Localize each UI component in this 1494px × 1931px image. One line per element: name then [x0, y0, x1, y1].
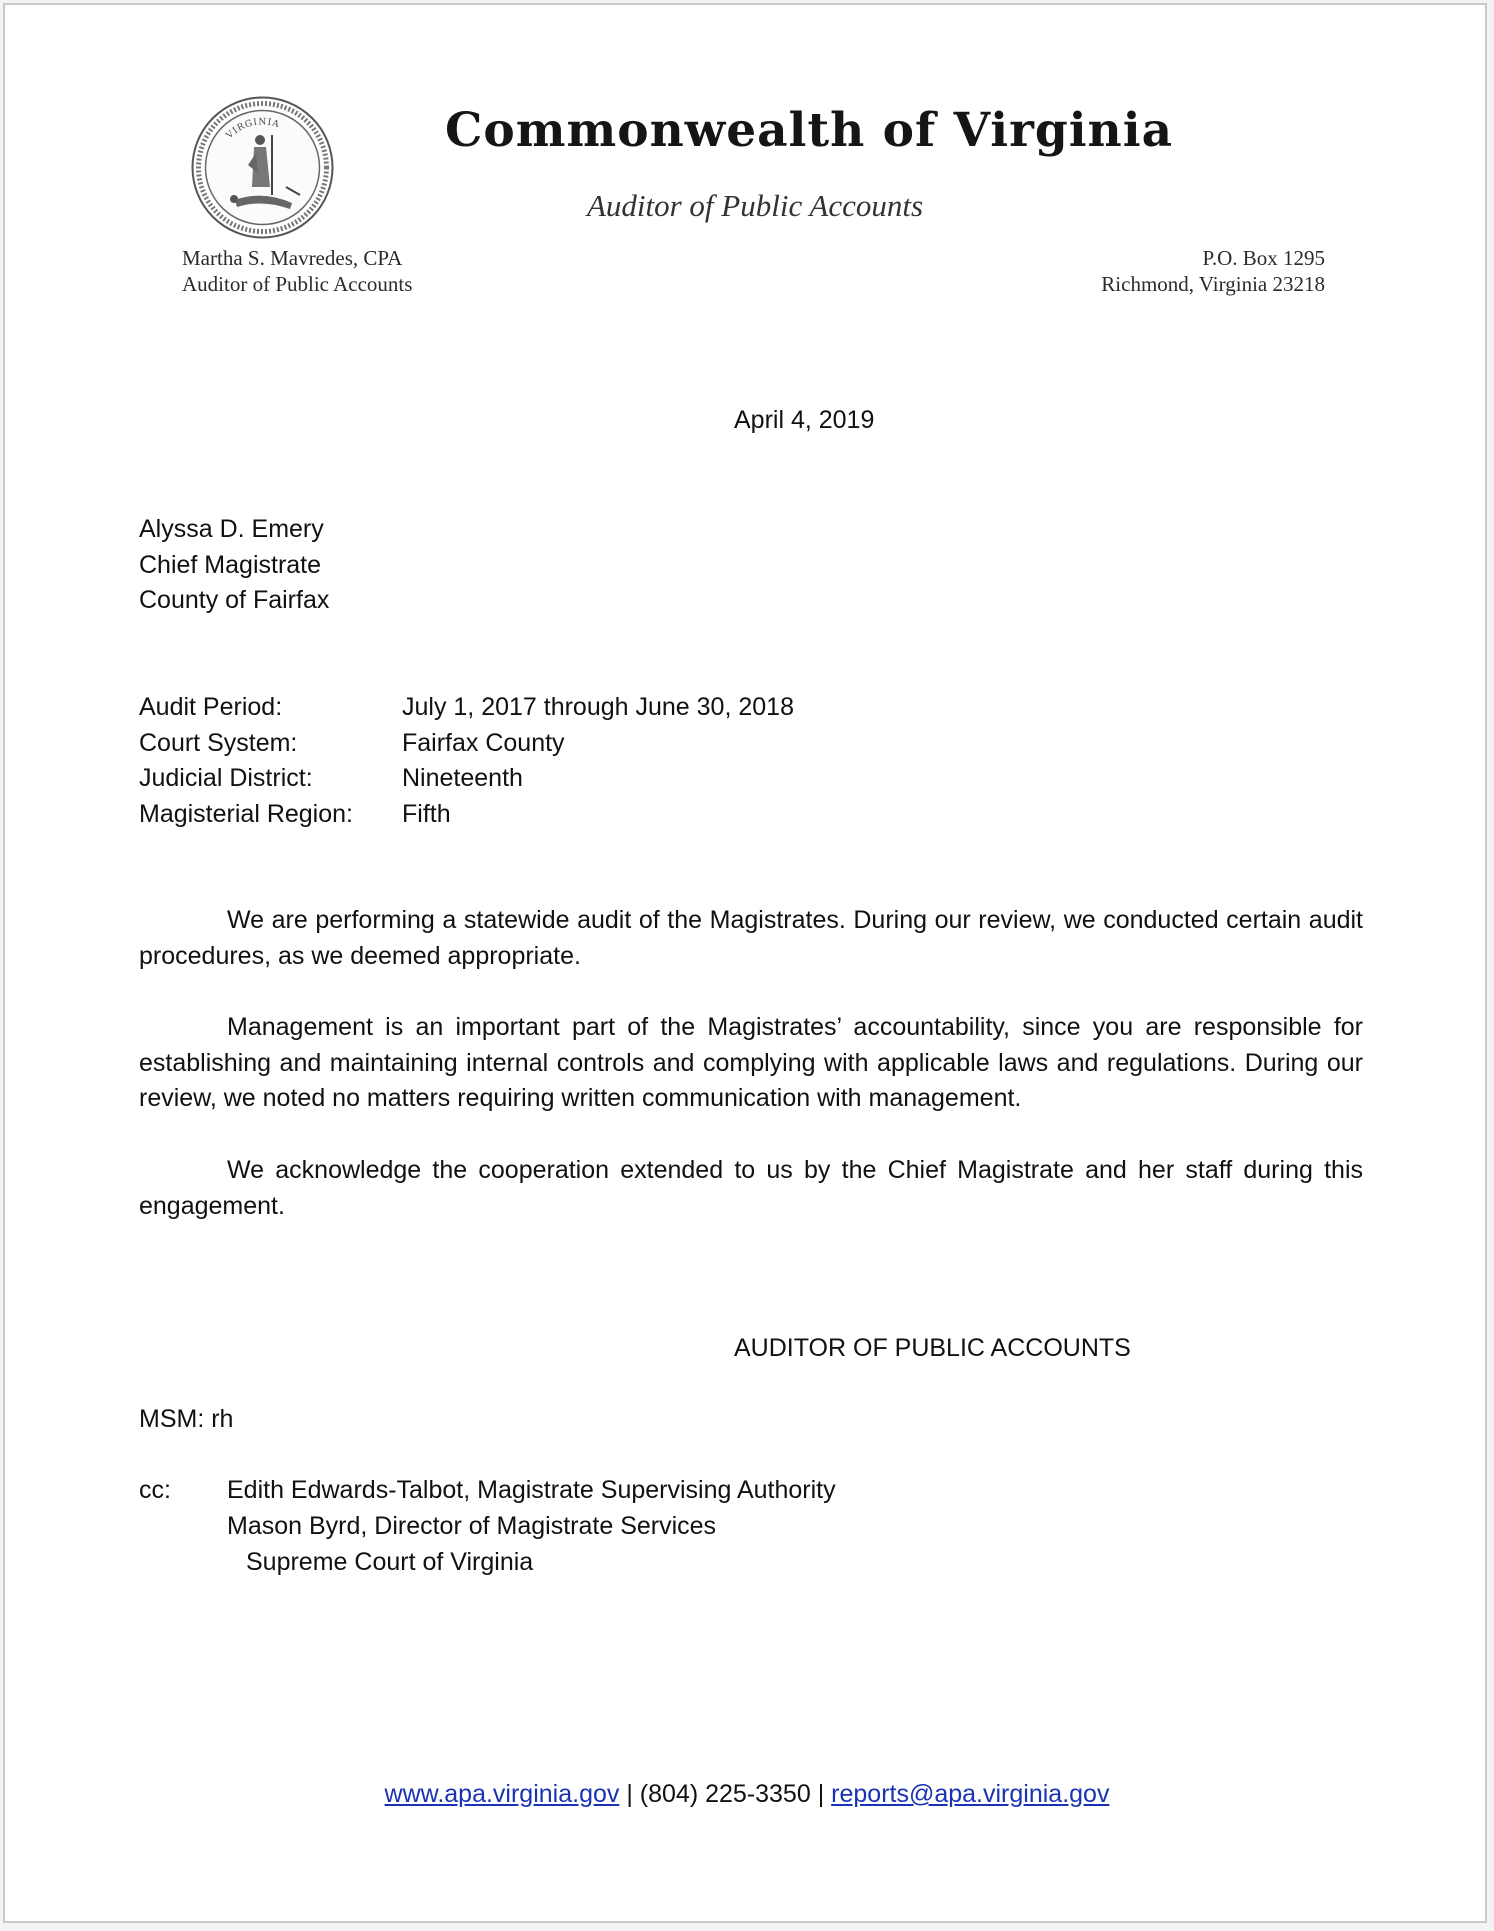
footer-phone: (804) 225-3350: [639, 1780, 811, 1808]
paragraph-1: We are performing a statewide audit of the Magistrates. During our review, we conducted certain audit procedures, as we deemed appropriate.: [139, 906, 1363, 970]
auditor-name: Martha S. Mavredes, CPA: [182, 246, 403, 270]
footer-separator-2: |: [817, 1780, 825, 1808]
letter-date: April 4, 2019: [734, 406, 875, 434]
field-value-audit-period: July 1, 2017 through June 30, 2018: [402, 693, 794, 721]
auditor-title: Auditor of Public Accounts: [182, 272, 413, 296]
initials: MSM: rh: [139, 1405, 234, 1433]
field-label-magisterial-region: Magisterial Region:: [139, 800, 353, 828]
cc-recipient-2-org: Supreme Court of Virginia: [246, 1548, 534, 1576]
cc-recipient-2: Mason Byrd, Director of Magistrate Services: [227, 1512, 717, 1540]
city-address: Richmond, Virginia 23218: [1101, 272, 1325, 296]
recipient-org: County of Fairfax: [139, 586, 330, 614]
footer-separator-1: |: [626, 1780, 633, 1808]
field-label-court-system: Court System:: [139, 729, 298, 757]
signature-block: AUDITOR OF PUBLIC ACCOUNTS: [734, 1334, 1131, 1362]
letter-page: [3, 3, 1487, 1923]
masthead-title: Commonwealth of Virginia: [445, 103, 1174, 158]
email-link[interactable]: reports@apa.virginia.gov: [831, 1780, 1110, 1808]
field-label-audit-period: Audit Period:: [139, 693, 283, 721]
po-box: P.O. Box 1295: [1202, 246, 1325, 270]
paragraph-3: We acknowledge the cooperation extended to us by the Chief Magistrate and her staff during this engagement.: [139, 1156, 1363, 1220]
field-value-judicial-district: Nineteenth: [402, 764, 523, 792]
website-link[interactable]: www.apa.virginia.gov: [384, 1780, 620, 1808]
masthead-subtitle: Auditor of Public Accounts: [586, 188, 924, 223]
field-value-magisterial-region: Fifth: [402, 800, 451, 828]
recipient-name: Alyssa D. Emery: [139, 515, 324, 543]
svg-text:VIRGINIA: VIRGINIA: [224, 117, 281, 142]
paragraph-2: Management is an important part of the Magistrates’ accountability, since you are responsible for establishing and maintaining internal controls and complying with applicable laws and regulations. During our review, we noted no matters requiring written communication with management.: [139, 1013, 1363, 1112]
cc-recipient-1: Edith Edwards-Talbot, Magistrate Supervising Authority: [227, 1476, 836, 1504]
recipient-title: Chief Magistrate: [139, 551, 322, 579]
virginia-seal-icon: [190, 95, 335, 240]
field-value-court-system: Fairfax County: [402, 729, 565, 757]
field-label-judicial-district: Judicial District:: [139, 764, 313, 792]
footer: [5, 1780, 1489, 1809]
cc-label: cc:: [139, 1476, 171, 1504]
